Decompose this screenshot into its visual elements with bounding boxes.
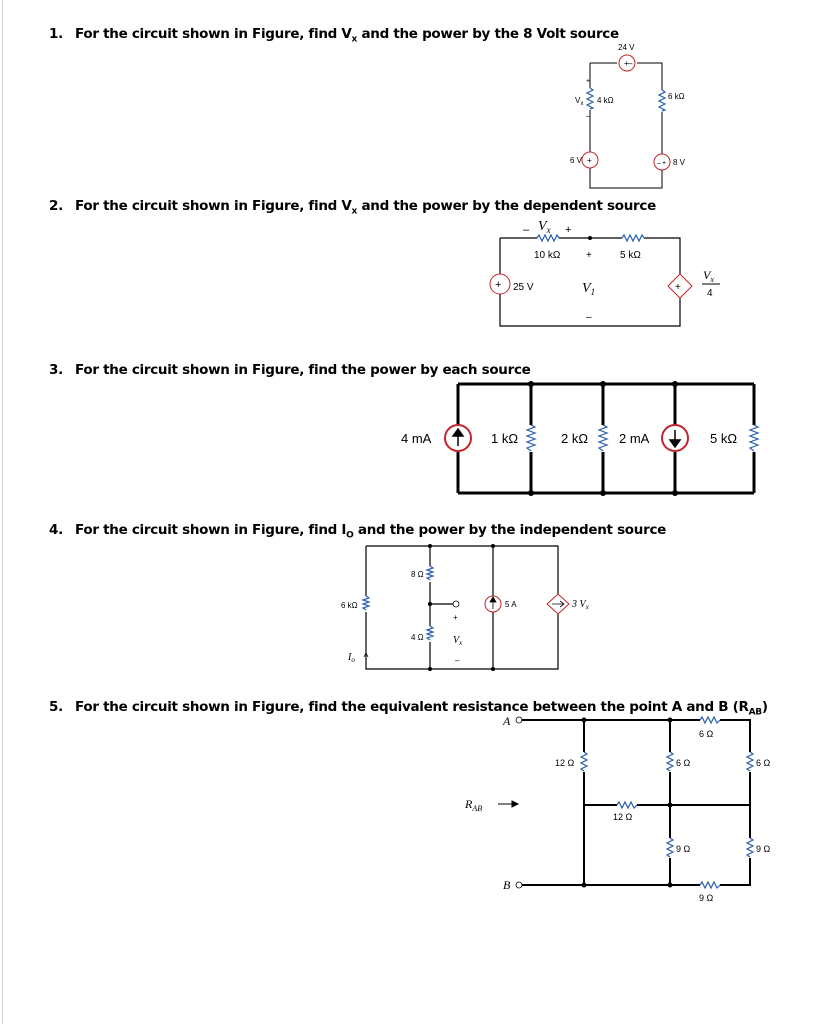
label-8v: 8 V	[673, 158, 686, 167]
vx-minus: –	[455, 656, 460, 665]
label-9ohm-right: 9 Ω	[756, 844, 771, 854]
node-dot	[588, 236, 592, 240]
resistor-4k	[587, 88, 593, 109]
label-vx: $V_x$	[575, 96, 584, 107]
node-dot	[600, 381, 606, 387]
node-dot	[600, 490, 606, 496]
question-number: 3.	[49, 362, 63, 378]
question-text-end: and the power by the 8 Volt source	[357, 26, 619, 42]
label-6v: 6 V	[570, 156, 583, 165]
resistor-1k	[527, 425, 535, 451]
open-terminal	[453, 601, 459, 607]
dep-numerator: $V_x$	[703, 268, 714, 284]
node-dot	[668, 883, 673, 888]
plus-sign: +	[675, 282, 681, 293]
question-text: For the circuit shown in Figure, find I	[75, 522, 347, 538]
minus-sign: –	[628, 59, 633, 68]
label-6ohm-middle: 6 Ω	[676, 758, 691, 768]
question-number: 5.	[49, 699, 63, 715]
vx-plus: +	[453, 613, 458, 622]
resistor-6ohm-top	[700, 717, 720, 723]
label-24v: 24 V	[618, 43, 635, 52]
question-text: For the circuit shown in Figure, find the power by each source	[75, 362, 531, 378]
circuit-2	[490, 219, 720, 326]
plus-sign: +	[624, 59, 629, 68]
label-5k: 5 kΩ	[620, 250, 641, 261]
circuit-3	[401, 381, 758, 496]
plus-sign: +	[495, 279, 502, 291]
node-dot	[672, 490, 678, 496]
label-4ma: 4 mA	[401, 431, 432, 446]
arrow-up-icon	[364, 653, 368, 660]
resistor-4ohm	[427, 626, 433, 640]
node-dot	[528, 490, 534, 496]
label-25v: 25 V	[513, 282, 534, 293]
node-dot	[428, 544, 432, 548]
circuit-4	[341, 544, 590, 671]
node-dot	[491, 667, 495, 671]
node-dot	[428, 602, 432, 606]
node-dot	[668, 718, 673, 723]
label-6k: 6 kΩ	[341, 601, 358, 610]
dep-denominator: 4	[707, 288, 713, 299]
question-text-end: and the power by the dependent source	[357, 198, 656, 214]
question-subscript: AB	[748, 707, 762, 718]
question-text: For the circuit shown in Figure, find V	[75, 26, 352, 42]
question-subscript: x	[351, 34, 358, 45]
node-dot	[582, 718, 587, 723]
label-9ohm-middle: 9 Ω	[676, 844, 691, 854]
question-text: For the circuit shown in Figure, find V	[75, 198, 352, 214]
resistor-9ohm-bottom	[700, 882, 720, 888]
arrow-right-icon	[498, 801, 518, 807]
minus-sign: –	[657, 160, 661, 167]
resistor-6ohm-right	[747, 752, 753, 771]
question-subscript: O	[346, 530, 354, 541]
label-6ohm-top: 6 Ω	[699, 729, 714, 739]
vx-minus: –	[586, 113, 590, 120]
label-4k: 4 kΩ	[597, 96, 614, 105]
label-rab: $R_{AB}$	[465, 797, 483, 813]
question-number: 1.	[49, 26, 63, 42]
label-v1: $V_1$	[582, 281, 596, 297]
resistor-8ohm	[427, 566, 433, 580]
label-b: B	[503, 878, 511, 892]
resistor-5k	[750, 425, 758, 451]
question-number: 4.	[49, 522, 63, 538]
node-dot	[582, 883, 587, 888]
terminal-a	[516, 717, 522, 723]
label-2k: 2 kΩ	[561, 431, 589, 446]
resistor-10k	[537, 235, 559, 241]
node-plus: +	[586, 250, 592, 261]
label-1k: 1 kΩ	[491, 431, 519, 446]
node-minus: –	[586, 312, 592, 323]
question-text-end: )	[761, 699, 768, 715]
label-5k: 5 kΩ	[710, 431, 738, 446]
label-io: $I_o$	[348, 652, 355, 664]
label-4ohm: 4 Ω	[411, 633, 424, 642]
resistor-6k	[659, 90, 665, 111]
resistor-12ohm-horizontal	[617, 802, 637, 808]
question-text-end: and the power by the independent source	[353, 522, 667, 538]
node-dot	[668, 803, 673, 808]
label-a: A	[503, 714, 511, 728]
plus-sign: +	[662, 160, 667, 167]
resistor-5k	[622, 235, 644, 241]
circuit-5-wires	[522, 720, 750, 885]
circuit-1	[570, 43, 686, 188]
label-6ohm-right: 6 Ω	[756, 758, 771, 768]
question-number: 2.	[49, 198, 63, 214]
label-6k: 6 kΩ	[668, 92, 685, 101]
label-10k: 10 kΩ	[534, 250, 561, 261]
terminal-b	[516, 882, 522, 888]
resistor-9ohm-right	[747, 838, 753, 857]
vx-minus: –	[523, 224, 530, 236]
vx-plus: +	[565, 224, 572, 236]
question-subscript: x	[351, 206, 358, 217]
vx-plus: +	[586, 78, 591, 85]
resistor-6k	[363, 596, 369, 610]
label-8ohm: 8 Ω	[411, 570, 424, 579]
node-dot	[672, 381, 678, 387]
question-text: For the circuit shown in Figure, find the equivalent resistance between the point A and B (R	[75, 699, 749, 715]
label-3vx: 3 $V_x$	[572, 599, 589, 611]
circuit-4-wires	[366, 546, 558, 669]
label-vx: $V_x$	[453, 635, 463, 647]
circuit-5	[464, 714, 771, 903]
node-dot	[428, 667, 432, 671]
label-12ohm-horizontal: 12 Ω	[613, 812, 633, 822]
label-12ohm-vertical: 12 Ω	[555, 758, 575, 768]
label-5a: 5 A	[505, 600, 517, 609]
label-2ma: 2 mA	[619, 431, 650, 446]
plus-sign: +	[587, 156, 592, 165]
label-vx: $V_x$	[538, 219, 551, 235]
resistor-12ohm-vertical	[581, 752, 587, 771]
node-dot	[528, 381, 534, 387]
resistor-2k	[599, 425, 607, 451]
label-9ohm-bottom: 9 Ω	[699, 893, 714, 903]
resistor-9ohm-middle	[667, 838, 673, 857]
circuit-1-wires	[590, 63, 662, 188]
resistor-6ohm-middle	[667, 752, 673, 771]
node-dot	[491, 544, 495, 548]
